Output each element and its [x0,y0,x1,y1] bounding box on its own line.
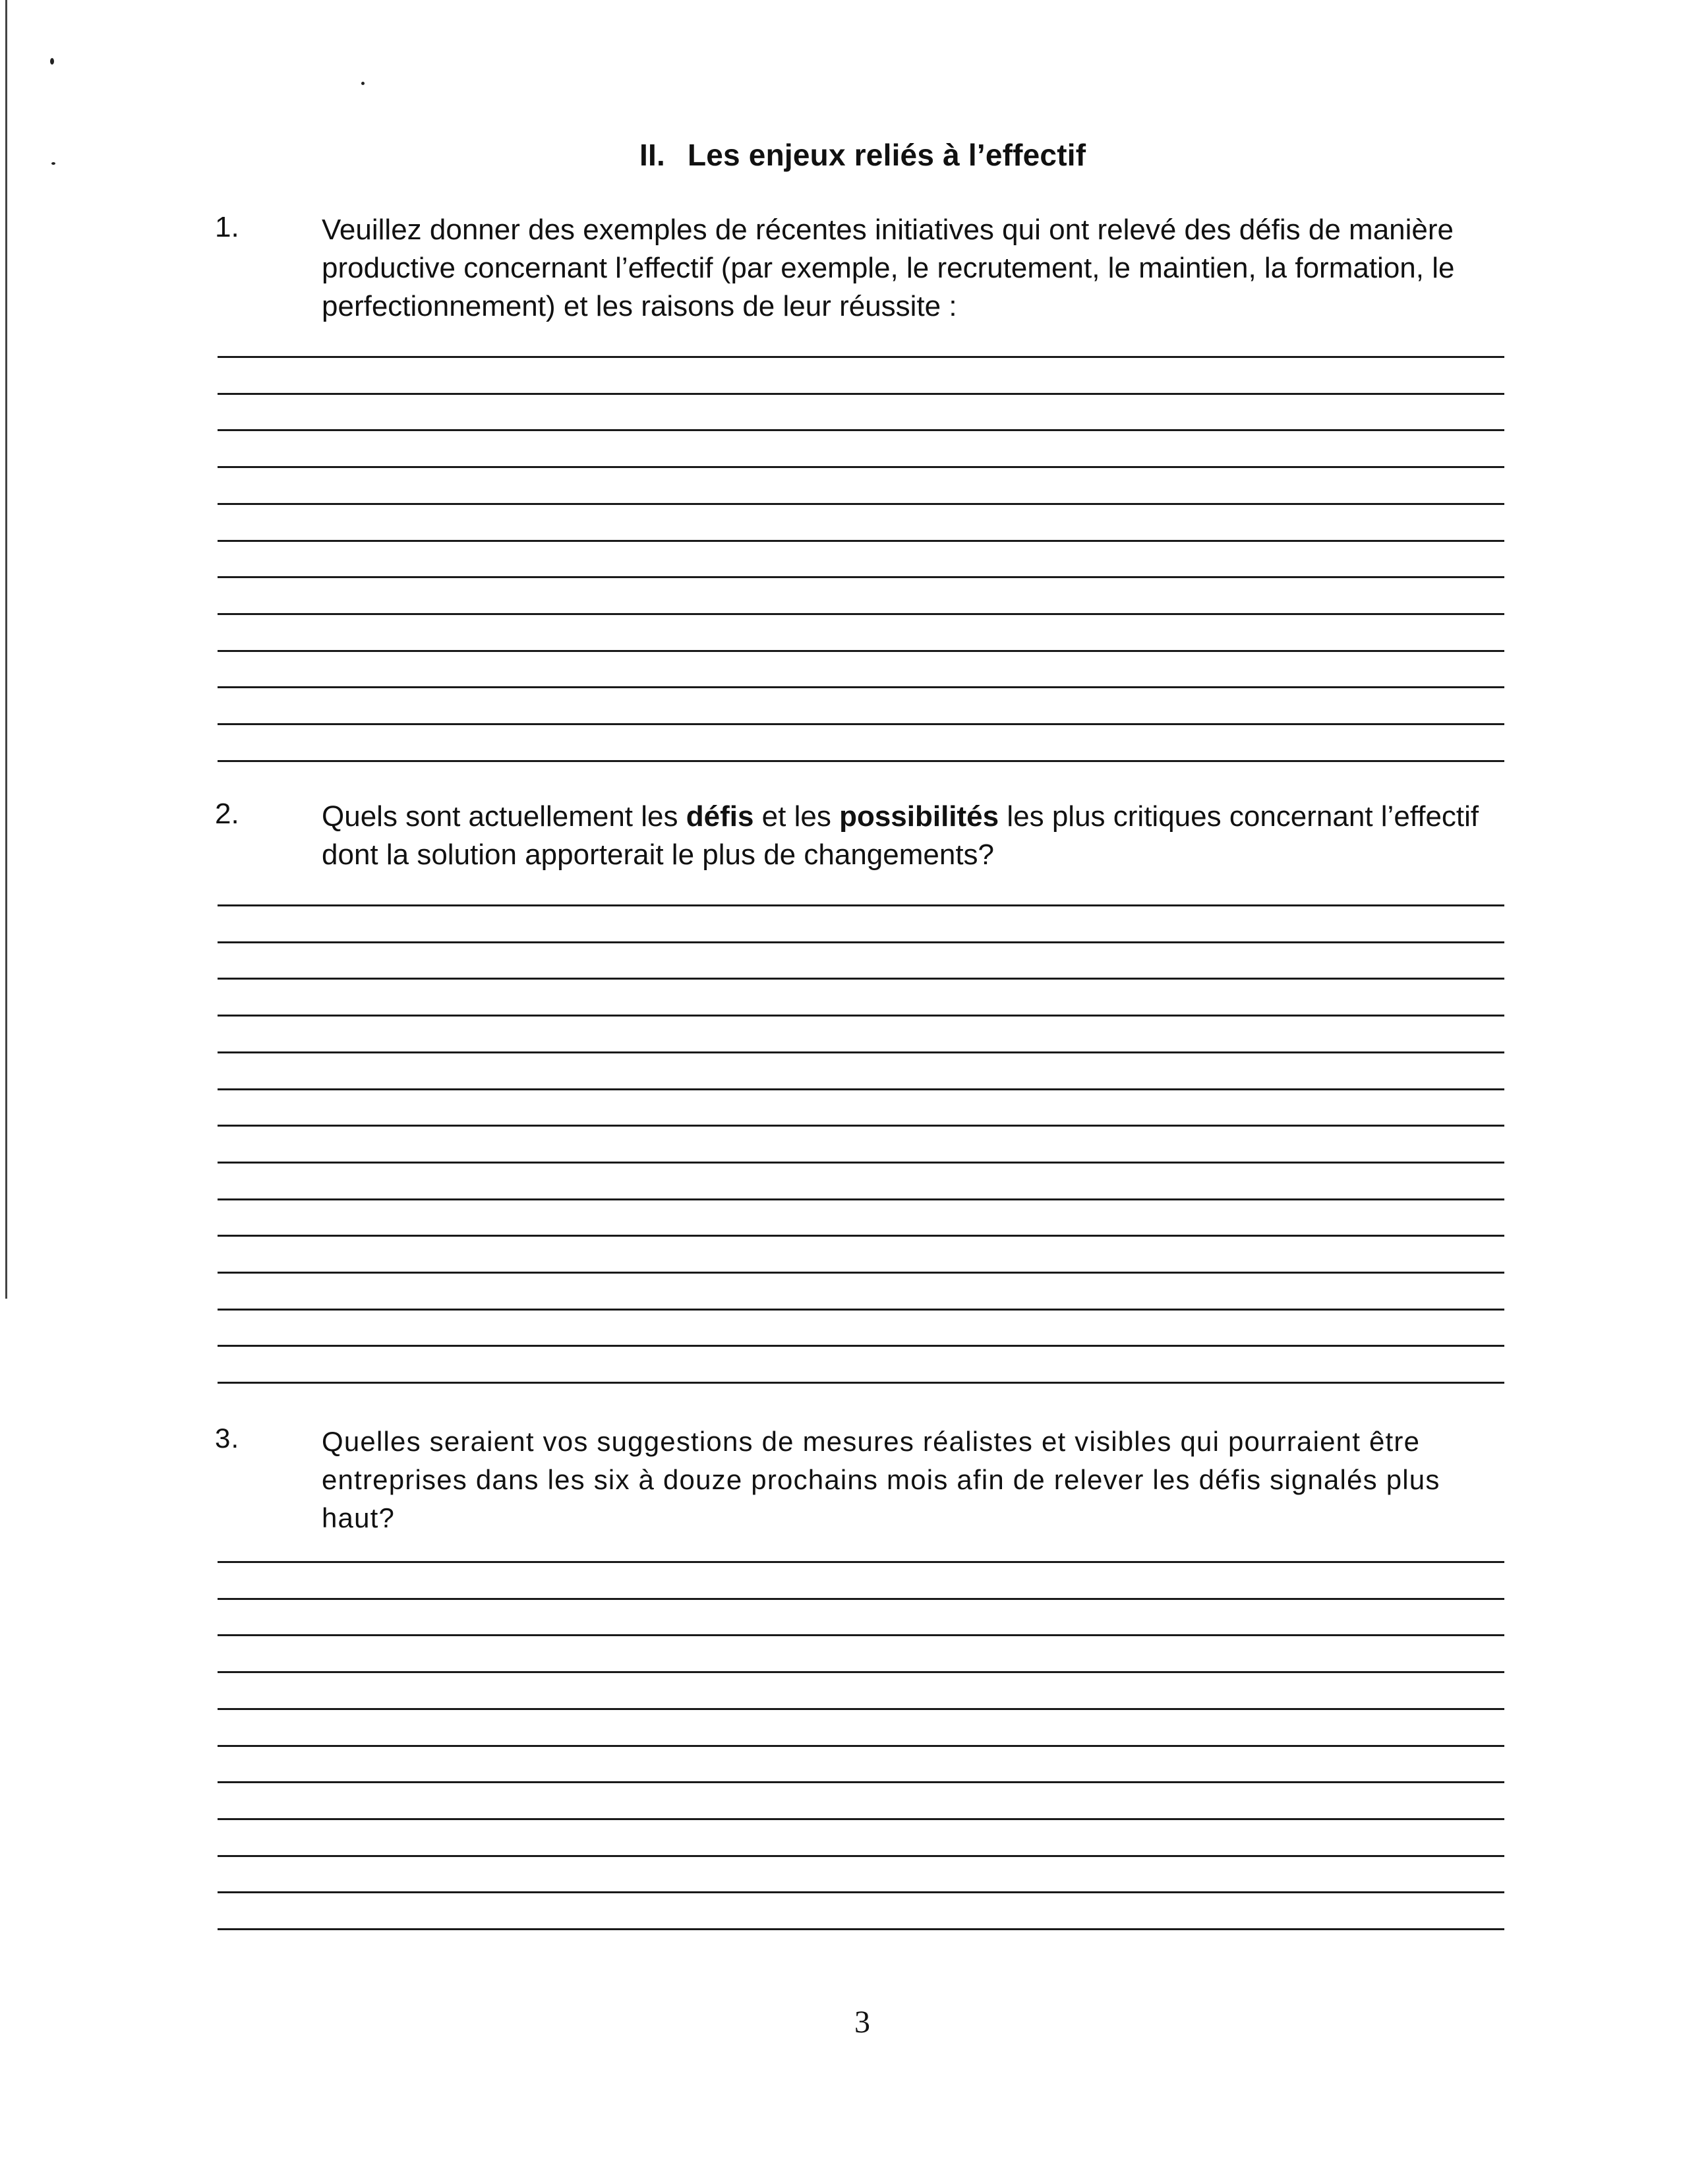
answer-line[interactable] [218,1309,1504,1311]
answer-line[interactable] [218,941,1504,943]
answer-line[interactable] [218,356,1504,358]
answer-line[interactable] [218,1671,1504,1673]
answer-line[interactable] [218,1634,1504,1636]
question-text [322,798,1502,874]
answer-line[interactable] [218,613,1504,615]
answer-line[interactable] [218,1125,1504,1127]
answer-line[interactable] [218,723,1504,725]
scan-speck [361,82,365,85]
answer-line[interactable] [218,1818,1504,1820]
answer-line[interactable] [218,1198,1504,1200]
question-bold-term: possibilités [839,800,999,833]
answer-line[interactable] [218,576,1504,578]
section-title [639,137,1086,173]
question-number: 3. [215,1423,240,1454]
answer-line[interactable] [218,1598,1504,1600]
question-text: Quelles seraient vos suggestions de mesures réalistes et visibles qui pourraient être entreprises dans les six à douze prochains mois afin de relever les défis signalés plus haut? [322,1426,1440,1533]
question-text: Veuillez donner des exemples de récentes initiatives qui ont relevé des défis de manière productive concernant l’effectif (par exemple, le recrutement, le maintien, la formation, le perfectionnement) et les raisons de leur réussite : [322,214,1455,322]
answer-line[interactable] [218,1088,1504,1090]
page-number: 3 [854,2005,870,2040]
answer-line[interactable] [218,1162,1504,1164]
answer-line[interactable] [218,1891,1504,1893]
answer-line[interactable] [218,650,1504,652]
answer-line[interactable] [218,466,1504,468]
answer-line[interactable] [218,429,1504,431]
answer-line[interactable] [218,393,1504,395]
scan-edge [5,0,7,1299]
answer-line[interactable] [218,1382,1504,1384]
answer-line[interactable] [218,1345,1504,1347]
section-number: II. [639,138,665,172]
answer-line[interactable] [218,978,1504,980]
answer-line[interactable] [218,760,1504,762]
question-text-part: Quels sont actuellement les [322,800,686,833]
section-heading: Les enjeux reliés à l’effectif [687,138,1086,172]
answer-line[interactable] [218,686,1504,688]
question-bold-term: défis [686,800,754,833]
scan-speck [51,162,55,165]
answer-line[interactable] [218,1928,1504,1930]
question-text-part: et les [753,800,840,833]
answer-line[interactable] [218,1561,1504,1563]
question-text-part: les plus critiques concernant l’effectif dont la solution apporterait le plus de changements? [322,800,1479,871]
answer-line[interactable] [218,1708,1504,1710]
answer-line[interactable] [218,1015,1504,1017]
answer-line[interactable] [218,1235,1504,1237]
answer-line[interactable] [218,1051,1504,1053]
question-number: 2. [215,798,239,830]
answer-line[interactable] [218,1272,1504,1274]
answer-line[interactable] [218,503,1504,505]
answer-line[interactable] [218,1745,1504,1747]
answer-line[interactable] [218,904,1504,906]
question-number: 1. [215,211,239,243]
answer-line[interactable] [218,1855,1504,1857]
scan-speck [50,58,54,65]
answer-line[interactable] [218,540,1504,542]
answer-line[interactable] [218,1781,1504,1783]
